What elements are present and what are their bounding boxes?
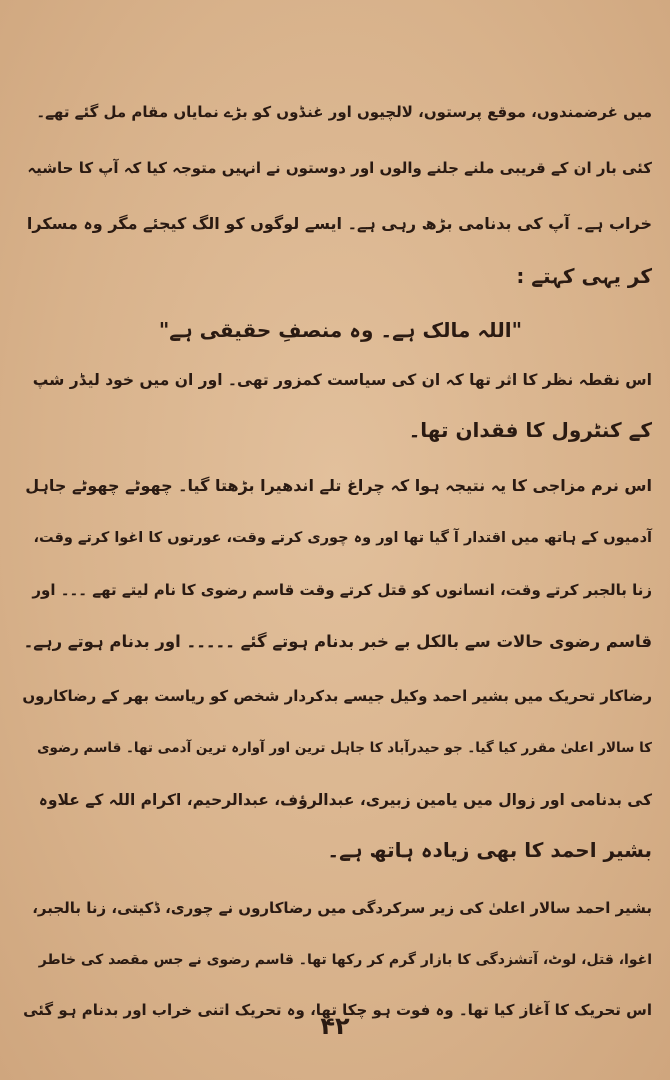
- text-line: آدمیوں کے ہاتھ میں اقتدار آ گیا تھا اور وہ چوری کرتے وقت، عورتوں کا اغوا کرتے وقت،: [33, 530, 652, 546]
- text-line: کئی بار ان کے قریبی ملنے جلنے والوں اور دوستوں نے انہیں متوجہ کیا کہ آپ کا حاشیہ: [27, 159, 652, 177]
- text-line: میں غرضمندوں، موقع پرستوں، لالچیوں اور غنڈوں کو بڑے نمایاں مقام مل گئے تھے۔: [36, 103, 652, 121]
- quote-line: "اللہ مالک ہے۔ وہ منصفِ حقیقی ہے": [158, 318, 522, 342]
- text-line: کا سالار اعلیٰ مقرر کیا گیا۔ جو حیدرآباد کا جاہل ترین اور آوارہ ترین آدمی تھا۔ قاسم رضوی: [37, 740, 652, 756]
- text-line: اس نقطہ نظر کا اثر تھا کہ ان کی سیاست کمزور تھی۔ اور ان میں خود لیڈر شپ: [32, 371, 652, 389]
- text-line: قاسم رضوی حالات سے بالکل بے خبر بدنام ہوتے گئے ۔۔۔۔۔ اور بدنام ہوتے رہے۔: [23, 632, 652, 651]
- text-line: زنا بالجبر کرتے وقت، انسانوں کو قتل کرتے وقت قاسم رضوی کا نام لیتے تھے ۔۔۔ اور: [32, 581, 652, 599]
- text-line: کی بدنامی اور زوال میں یامین زبیری، عبدالرؤف، عبدالرحیم، اکرام اللہ کے علاوہ: [38, 791, 652, 809]
- text-line: بشیر احمد کا بھی زیادہ ہاتھ ہے۔: [327, 838, 652, 862]
- text-line: بشیر احمد سالار اعلیٰ کی زیر سرکردگی میں رضاکاروں نے چوری، ڈکیتی، زنا بالجبر،: [32, 899, 652, 917]
- text-line: رضاکار تحریک میں بشیر احمد وکیل جیسے بدکردار شخص کو ریاست بھر کے رضاکاروں: [22, 687, 652, 705]
- text-line: اغوا، قتل، لوٹ، آتشزدگی کا بازار گرم کر رکھا تھا۔ قاسم رضوی نے جس مقصد کی خاطر: [38, 952, 652, 968]
- text-line: کر یہی کہتے :: [516, 264, 652, 288]
- text-line: اس تحریک کا آغاز کیا تھا۔ وہ فوت ہو چکا تھا، وہ تحریک اتنی خراب اور بدنام ہو گئی: [23, 1001, 652, 1019]
- page-number: ۴۲: [320, 1012, 350, 1040]
- text-line: کے کنٹرول کا فقدان تھا۔: [408, 418, 652, 442]
- text-line: خراب ہے۔ آپ کی بدنامی بڑھ رہی ہے۔ ایسے لوگوں کو الگ کیجئے مگر وہ مسکرا: [26, 214, 652, 233]
- text-line: اس نرم مزاجی کا یہ نتیجہ ہوا کہ چراغ تلے اندھیرا بڑھتا گیا۔ چھوٹے چھوٹے جاہل: [25, 476, 652, 495]
